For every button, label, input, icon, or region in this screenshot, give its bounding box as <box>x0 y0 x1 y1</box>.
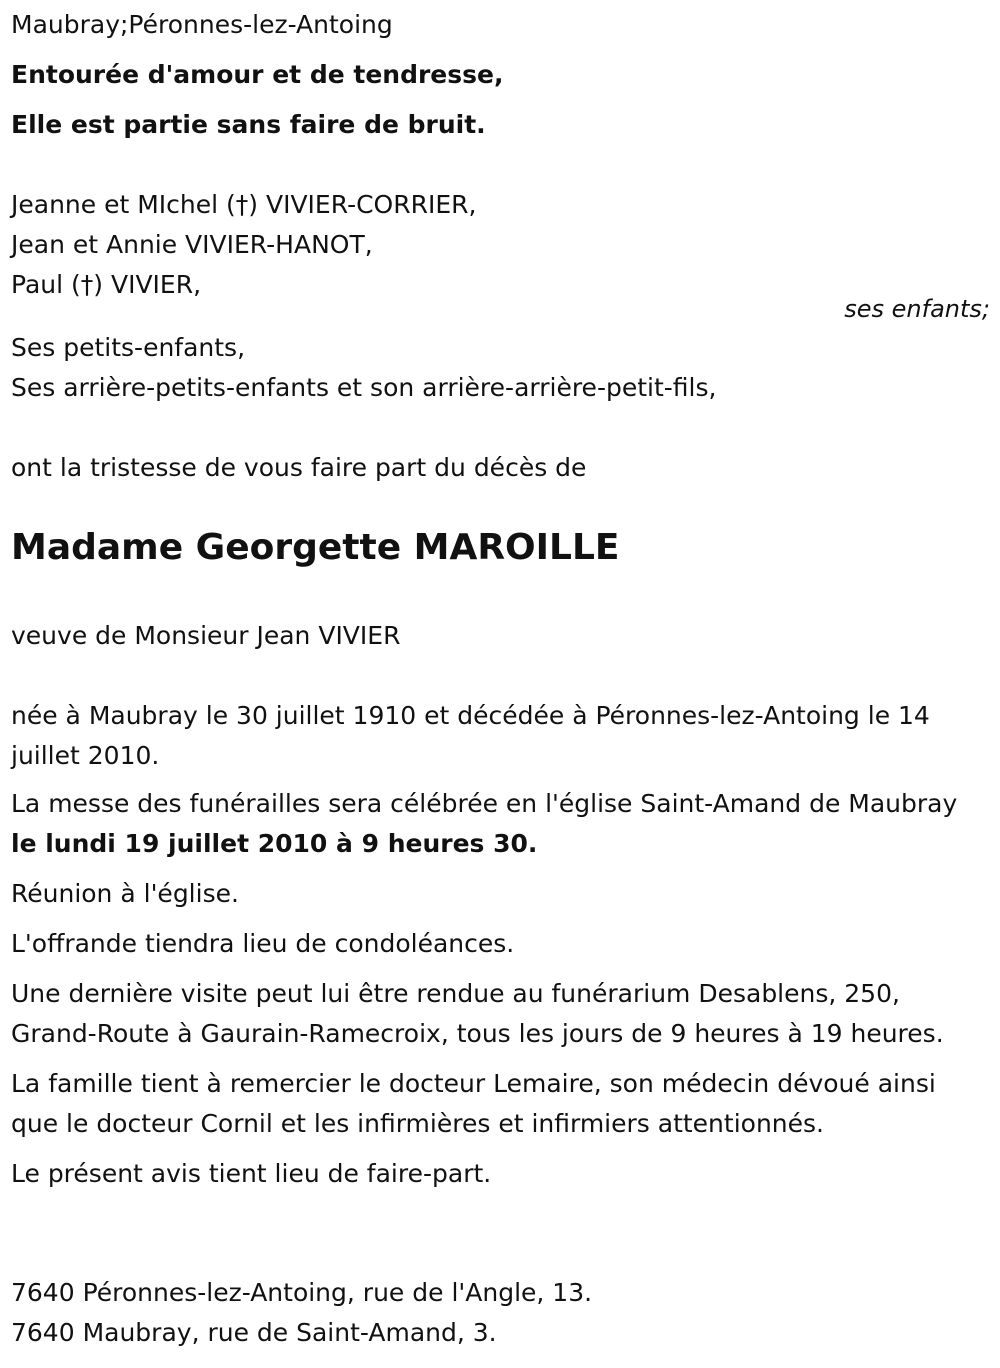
verse-line-2: Elle est partie sans faire de bruit. <box>11 110 486 139</box>
children-label: ses enfants; <box>844 295 990 323</box>
grandchildren-line: Ses petits-enfants, <box>11 333 246 362</box>
details-block <box>11 696 986 1194</box>
child-name-1: Jeanne et MIchel (†) VIVIER-CORRIER, <box>11 190 477 219</box>
verse-line-1: Entourée d'amour et de tendresse, <box>11 60 504 89</box>
announcement-line: ont la tristesse de vous faire part du décès de <box>11 453 587 482</box>
child-name-2: Jean et Annie VIVIER-HANOT, <box>11 230 373 259</box>
thanks-paragraph: La famille tient à remercier le docteur Lemaire, son médecin dévoué ainsi que le docteur Cornil et les infirmières et infirmiers attentionnés. <box>11 1069 936 1138</box>
great-grandchildren-line: Ses arrière-petits-enfants et son arrière-arrière-petit-fils, <box>11 373 717 402</box>
locations-line: Maubray;Péronnes-lez-Antoing <box>11 10 393 39</box>
child-name-3: Paul (†) VIVIER, <box>11 270 202 299</box>
meeting-paragraph: Réunion à l'église. <box>11 879 239 908</box>
visit-paragraph: Une dernière visite peut lui être rendue au funérarium Desablens, 250, Grand-Route à Gaurain-Ramecroix, tous les jours de 9 heures à 19 heures. <box>11 979 944 1048</box>
mass-text: La messe des funérailles sera célébrée en l'église Saint-Amand de Maubray <box>11 789 958 818</box>
notice-paragraph: Le présent avis tient lieu de faire-part. <box>11 1159 492 1188</box>
widow-of-line: veuve de Monsieur Jean VIVIER <box>11 621 401 650</box>
offering-paragraph: L'offrande tiendra lieu de condoléances. <box>11 929 515 958</box>
mass-date: le lundi 19 juillet 2010 à 9 heures 30. <box>11 829 538 858</box>
address-2: 7640 Maubray, rue de Saint-Amand, 3. <box>11 1318 497 1347</box>
mass-paragraph <box>11 784 986 864</box>
deceased-name: Madame Georgette MAROILLE <box>11 527 620 568</box>
birth-death-paragraph: née à Maubray le 30 juillet 1910 et décédée à Péronnes-lez-Antoing le 14 juillet 2010. <box>11 701 930 770</box>
address-1: 7640 Péronnes-lez-Antoing, rue de l'Angle, 13. <box>11 1278 593 1307</box>
